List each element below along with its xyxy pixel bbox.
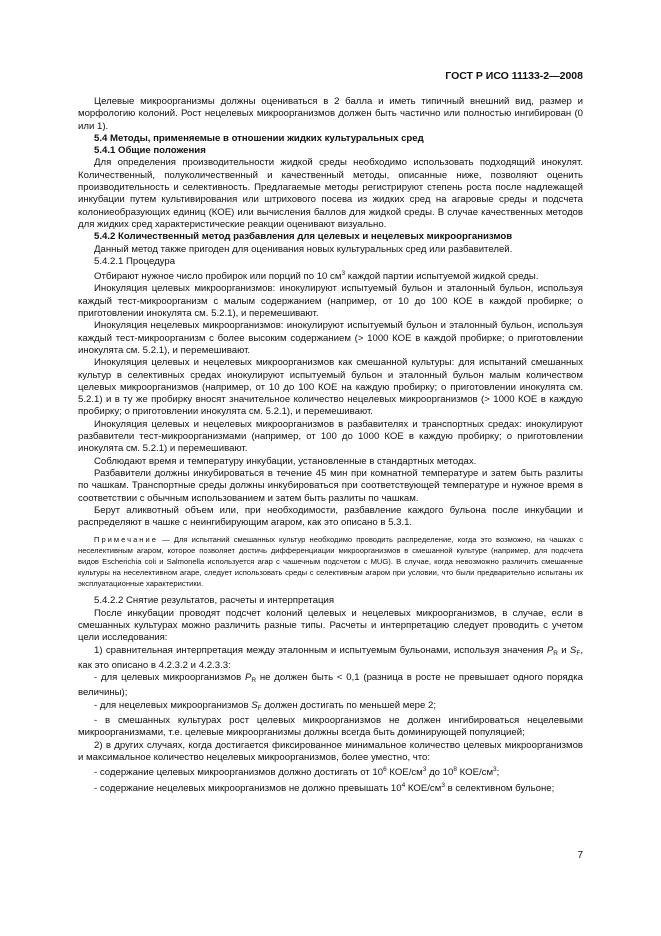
section-heading-5-4-2-1: 5.4.2.1 Процедура — [94, 255, 176, 267]
text-run: ; — [496, 767, 500, 779]
text-run: должен достигать по меньшей мере 2; — [261, 699, 437, 711]
paragraph: Инокуляция целевых и нецелевых микроорганизмов как смешанной культуры: для испытаний смешанных культур в селективных средах инокулируют испытуемый бульон и эталонный бульон малым количеством целевых микроорганизмов (например, от 10 до 100 КОЕ на каждую пробирку; о приготовлении инокулята см. 5.2.1) и в ту же пробирку вносят значительное количество нецелевых микроорганизмов (> 1000 КОЕ в каждую пробирку; о приготовлении инокулята см. 5.2.1), и перемешивают. — [78, 357, 583, 418]
list-item — [78, 645, 583, 673]
text-run: 1) сравнительная интерпретация между эталонным и испытуемым бульонами, используя значения — [94, 644, 547, 656]
page-number: 7 — [577, 850, 583, 861]
list-item — [78, 764, 583, 779]
paragraph: После инкубации проводят подсчет колоний целевых и нецелевых микроорганизмов, в случае, если в смешанных культурах можно различить разные типы. Расчеты и интерпретацию следует проводить с учетом цели исследования: — [78, 607, 583, 644]
symbol-s: S — [569, 644, 577, 656]
paragraph: Целевые микроорганизмы должны оцениваться в 2 балла и иметь типичный внешний вид, размер и морфологию колоний. Рост нецелевых микроорганизмов должен быть частично или полностью ингибирован (0 или 1). — [78, 96, 583, 132]
paragraph: Для определения производительности жидкой среды необходимо использовать подходящий инокулят. Количественный, полуколичественный и качественный методы, описанные ниже, позволяют оценить производительность и селективность. Предлагаемые методы регистрируют степень роста после надлежащей инкубации путем культивирования или штрихового посева из жидких сред на агаровые среды и подсчета колониеобразующих единиц (КОЕ) или вычисления баллов для жидкой среды. В случае качественных методов для жидких сред характеристические реакции оценивают визуально. — [78, 157, 583, 230]
symbol-p: P — [244, 672, 252, 684]
section-heading-5-4-2: 5.4.2 Количественный метод разбавления для целевых и нецелевых микроорганизмов — [94, 231, 513, 243]
list-item — [78, 700, 583, 715]
subscript: R — [251, 677, 257, 685]
text-run: и — [557, 644, 570, 656]
paragraph: Инокуляция нецелевых микроорганизмов: инокулируют испытуемый бульон и эталонный бульон, используя каждый тест-микроорганизм с более высоким содержанием (> 1000 КОЕ в каждой пробирке; о приготовлении инокулята см. 5.2.1), и перемешивают. — [78, 320, 583, 356]
text-run: КОЕ/см — [456, 767, 494, 779]
superscript: 3 — [341, 270, 346, 278]
paragraph — [78, 268, 583, 283]
note — [78, 535, 583, 589]
section-heading-5-4-2-2: 5.4.2.2 Снятие результатов, расчеты и интерпретация — [94, 595, 335, 607]
paragraph: Данный метод также пригоден для оценивания новых культуральных сред или разбавителей. — [94, 243, 513, 255]
text-run: - содержание целевых микроорганизмов должно достигать от 10 — [94, 767, 384, 779]
superscript: 6 — [383, 766, 387, 774]
text-run: не должен быть < 0,1 (разница в росте не превышает одного порядка величины); — [78, 672, 583, 699]
note-label: Примечание — [94, 535, 158, 545]
page-content — [78, 96, 583, 795]
text-run: КОЕ/см — [386, 767, 423, 779]
superscript: 4 — [401, 781, 406, 789]
text-run: Отбирают нужное число пробирок или порций по 10 см — [94, 271, 342, 283]
text-run: в селективном бульоне; — [444, 782, 555, 794]
list-item: - в смешанных культурах рост целевых микроорганизмов не должен ингибироваться нецелевыми микроорганизмами, т.е. целевые микроорганизмы должны всегда быть доминирующей популяцией; — [78, 715, 583, 739]
document-id-header: ГОСТ Р ИСО 11133-2—2008 — [445, 70, 583, 82]
text-run: до 10 — [426, 767, 454, 779]
text-run: - содержание нецелевых микроорганизмов не должно превышать 10 — [94, 782, 402, 794]
paragraph: Соблюдают время и температуру инкубации, установленные в стандартных методах. — [94, 455, 477, 467]
note-text: — Для испытаний смешанных культур необходимо проводить распределение, когда это возможно, на чашках с неселективным агаром, которое позволяет достичь дифференциации микроорганизмов в смешанной культуре (например, для подсчета видов Escherichia coli и Salmonella используется агар с чашечным подсчетом с MUG). В случае, когда невозможно различить смешанные культуры на неселективном агаре, следует использовать среды с селективным агаром при условии, что были предварительно испытаны их эксплуатационные характеристики. — [78, 535, 583, 588]
superscript: 3 — [493, 766, 497, 774]
list-item — [78, 672, 583, 700]
symbol-p: P — [546, 644, 554, 656]
superscript: 8 — [453, 766, 457, 774]
list-item: 2) в других случаях, когда достигается фиксированное минимальное количество целевых микроорганизмов и максимальное количество нецелевых микроорганизмов, более уместно, что: — [78, 739, 583, 763]
section-heading-5-4-1: 5.4.1 Общие положения — [94, 145, 206, 157]
text-run: каждой партии испытуемой жидкой среды. — [345, 271, 539, 283]
paragraph: Разбавители должны инкубироваться в течение 45 мин при комнатной температуре и затем быть разлиты по чашкам. Транспортные среды должны инкубироваться при соответствующей температуре и нужное время в соответствии с обычным использованием и затем быть разлиты по чашкам. — [78, 467, 583, 504]
paragraph: Инокуляция целевых и нецелевых микроорганизмов в разбавителях и транспортных средах: инокулируют разбавители тест-микроорганизмами (например, от 100 до 1000 КОЕ в каждую пробирку; о приготовлении инокулята см. 5.2.1) и перемешивают. — [78, 418, 583, 455]
subscript: F — [576, 649, 581, 657]
paragraph: Инокуляция целевых микроорганизмов: инокулируют испытуемый бульон и эталонный бульон, используя каждый тест-микроорганизм с малым содержанием (например, от 10 до 100 КОЕ в каждой пробирке; о приготовлении инокулята см. 5.2.1), и перемешивают. — [78, 283, 583, 320]
text-run: КОЕ/см — [405, 782, 442, 794]
subscript: R — [553, 649, 558, 657]
text-run: - для целевых микроорганизмов — [94, 672, 245, 684]
superscript: 3 — [441, 781, 445, 789]
text-run: - для нецелевых микроорганизмов — [94, 699, 252, 711]
symbol-s: S — [251, 699, 258, 711]
superscript: 3 — [422, 766, 427, 774]
section-heading-5-4: 5.4 Методы, применяемые в отношении жидких культуральных сред — [94, 132, 424, 144]
paragraph: Берут аликвотный объем или, при необходимости, разбавление каждого бульона после инкубации и распределяют в чашке с неингибирующим агаром, как это описано в 5.3.1. — [78, 504, 583, 529]
text-run: , как это описано в 4.2.3.2 и 4.2.3.3: — [78, 644, 583, 671]
list-item — [78, 780, 583, 795]
subscript: F — [257, 704, 262, 712]
